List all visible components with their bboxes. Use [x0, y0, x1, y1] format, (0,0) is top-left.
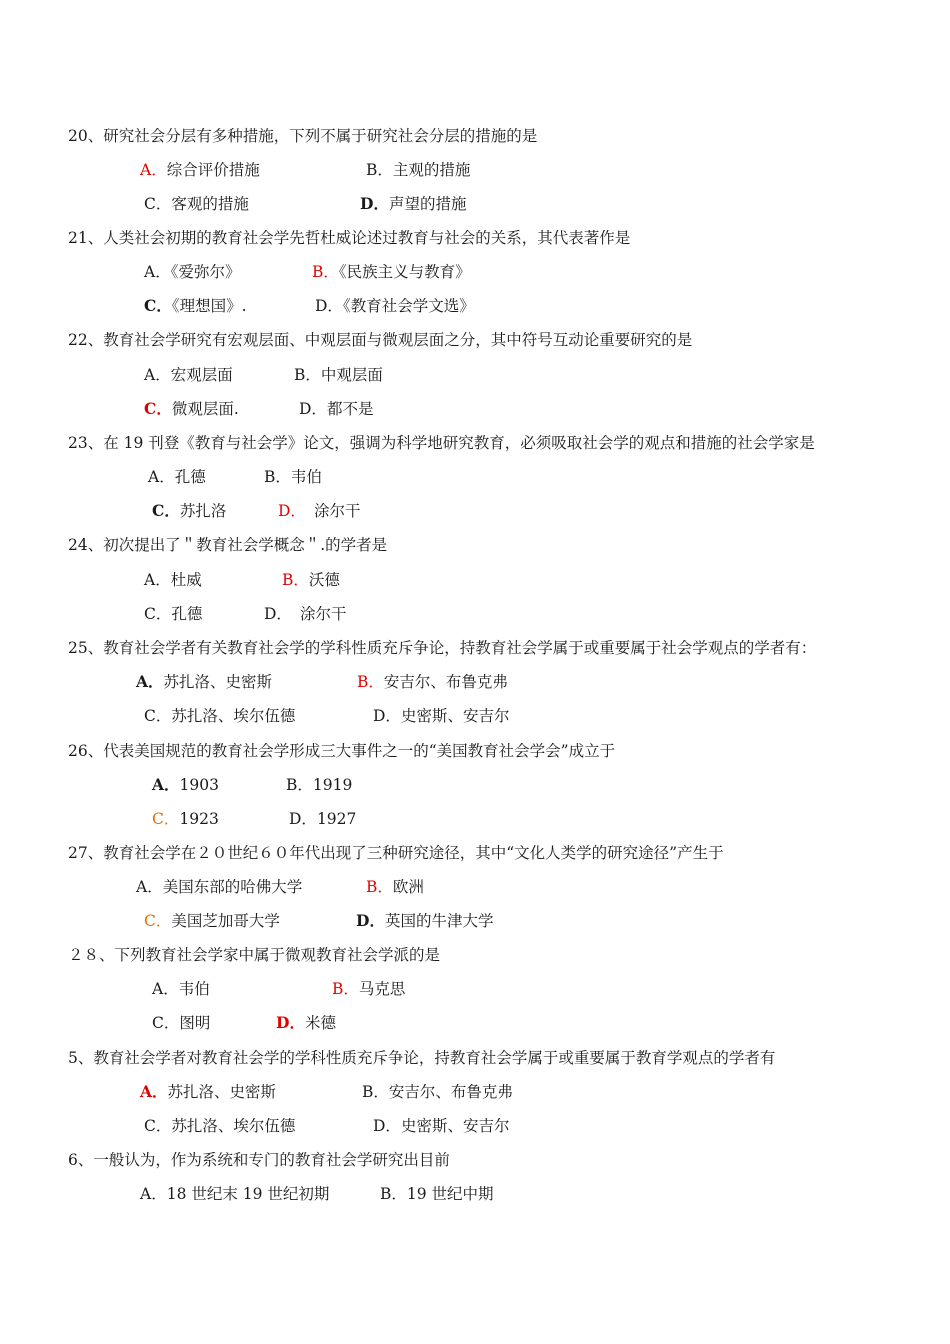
option-label: D．	[276, 1013, 305, 1032]
question-21-stem: 21、人类社会初期的教育社会学先哲杜威论述过教育与社会的关系，其代表著作是	[68, 229, 631, 247]
option-text: 欧洲	[392, 878, 424, 896]
option-label: A．	[144, 366, 171, 384]
q6-option-a	[140, 1184, 329, 1204]
q25-option-a	[136, 672, 272, 692]
option-text: 《爱弥尔》	[170, 263, 241, 281]
q24-option-c	[144, 604, 202, 624]
option-label: A．	[144, 571, 171, 589]
option-label: B．	[286, 776, 313, 794]
q5-option-d	[373, 1116, 509, 1136]
q22-option-a	[144, 365, 233, 385]
q26-option-d	[289, 809, 356, 829]
question-20-stem: 20、研究社会分层有多种措施，下列不属于研究社会分层的措施的是	[68, 127, 538, 145]
option-text: 苏扎洛、史密斯	[163, 673, 273, 691]
option-label: D．	[299, 400, 327, 418]
q28-option-a	[152, 979, 210, 999]
q5-option-c	[144, 1116, 295, 1136]
q27-option-d	[356, 911, 493, 931]
q23-option-a	[148, 467, 206, 487]
option-text: 中观层面	[320, 366, 383, 384]
option-label: C．	[144, 605, 172, 623]
q20-option-a	[140, 160, 260, 180]
option-label: C．	[144, 399, 172, 418]
option-text: 《教育社会学文选》	[342, 297, 475, 315]
option-text: 安吉尔、布鲁克弗	[388, 1083, 513, 1101]
question-26-stem: 26、代表美国规范的教育社会学形成三大事件之一的“美国教育社会学会”成立于	[68, 742, 616, 760]
option-text: 安吉尔、布鲁克弗	[383, 673, 508, 691]
option-text: 1923	[179, 810, 219, 828]
q25-option-c	[144, 706, 295, 726]
option-text: 美国芝加哥大学	[171, 912, 280, 930]
option-text: 19 世纪中期	[406, 1185, 494, 1203]
option-label: C．	[144, 1117, 172, 1135]
option-text: 苏扎洛、埃尔伍德	[171, 1117, 296, 1135]
option-label: B．	[294, 366, 321, 384]
q22-option-c	[144, 399, 239, 419]
q26-option-a	[152, 775, 219, 795]
option-text: 综合评价措施	[166, 161, 260, 179]
question-22-stem: 22、教育社会学研究有宏观层面、中观层面与微观层面之分，其中符号互动论重要研究的是	[68, 331, 693, 349]
option-text: 美国东部的哈佛大学	[162, 878, 303, 896]
option-label: C．	[144, 707, 172, 725]
option-label: D．	[373, 707, 401, 725]
q24-option-b	[282, 570, 340, 590]
q24-option-a	[144, 570, 202, 590]
option-text: 马克思	[358, 980, 406, 998]
q21-option-a	[144, 262, 240, 282]
option-label: A．	[136, 672, 164, 691]
option-text: 沃德	[308, 571, 340, 589]
option-text: 《民族主义与教育》	[338, 263, 471, 281]
question-23-stem: 23、在 19 刊登《教育与社会学》论文，强调为科学地研究教育，必须吸取社会学的观点和措施的社会学家是	[68, 434, 815, 452]
q21-option-b	[312, 262, 471, 282]
q26-option-b	[286, 775, 352, 795]
q25-option-b	[357, 672, 508, 692]
option-label: D．	[289, 810, 317, 828]
question-6-stem: 6、一般认为，作为系统和专门的教育社会学研究出目前	[68, 1151, 450, 1169]
option-label: C．	[152, 501, 180, 520]
option-label: B．	[282, 571, 309, 589]
option-text: 苏扎洛	[179, 502, 227, 520]
option-text: 1903	[179, 776, 219, 794]
option-label: D．	[315, 297, 343, 315]
q23-option-c	[152, 501, 226, 521]
option-label: B．	[332, 980, 359, 998]
q6-option-b	[380, 1184, 494, 1204]
q22-option-b	[294, 365, 383, 385]
option-text: 苏扎洛、埃尔伍德	[171, 707, 296, 725]
option-label: D．	[264, 605, 292, 623]
option-text: 都不是	[326, 400, 374, 418]
q28-option-d	[276, 1013, 336, 1033]
option-text: 涂尔干	[313, 502, 361, 520]
option-label: B．	[357, 673, 384, 691]
option-label: B．	[380, 1185, 407, 1203]
option-label: A．	[148, 468, 175, 486]
option-text: 微观层面.	[171, 400, 239, 418]
q5-option-a	[140, 1082, 276, 1102]
option-label: A．	[144, 263, 171, 281]
option-text: 涂尔干	[299, 605, 347, 623]
question-27-stem: 27、教育社会学在２０世纪６０年代出现了三种研究途径，其中“文化人类学的研究途径”产生于	[68, 844, 724, 862]
question-25-stem: 25、教育社会学者有关教育社会学的学科性质充斥争论，持教育社会学属于或重要属于社会学观点的学者有：	[68, 639, 817, 657]
q22-option-d	[299, 399, 373, 419]
option-label: C．	[144, 912, 172, 930]
option-label: B．	[312, 263, 339, 281]
option-text: 韦伯	[178, 980, 210, 998]
q27-option-b	[366, 877, 424, 897]
question-5-stem: 5、教育社会学者对教育社会学的学科性质充斥争论，持教育社会学属于或重要属于教育学观点的学者有	[68, 1049, 776, 1067]
option-text: 米德	[304, 1014, 336, 1032]
option-text: 英国的牛津大学	[384, 912, 494, 930]
option-label: A．	[140, 1185, 167, 1203]
q25-option-d	[373, 706, 509, 726]
option-text: 宏观层面	[170, 366, 233, 384]
option-text: 杜威	[170, 571, 202, 589]
question-24-stem: 24、初次提出了＂教育社会学概念＂.的学者是	[68, 536, 388, 554]
option-label: B．	[366, 161, 393, 179]
q20-option-d	[360, 194, 466, 214]
q20-option-b	[366, 160, 470, 180]
option-label: B．	[362, 1083, 389, 1101]
option-label: D．	[356, 911, 385, 930]
option-label: C．	[144, 195, 172, 213]
option-label: D．	[360, 194, 389, 213]
q23-option-b	[264, 467, 322, 487]
option-label: A．	[140, 161, 167, 179]
q21-option-d	[315, 296, 475, 316]
option-label: B．	[264, 468, 291, 486]
option-text: 声望的措施	[388, 195, 467, 213]
q20-option-c	[144, 194, 249, 214]
option-text: 孔德	[174, 468, 206, 486]
option-label: A．	[140, 1082, 168, 1101]
option-label: D．	[373, 1117, 401, 1135]
option-text: 孔德	[171, 605, 203, 623]
question-28-stem: ２８、下列教育社会学家中属于微观教育社会学派的是	[68, 946, 441, 964]
option-label: A．	[136, 878, 163, 896]
option-text: 韦伯	[290, 468, 322, 486]
q28-option-c	[152, 1013, 210, 1033]
option-label: C．	[152, 1014, 180, 1032]
q5-option-b	[362, 1082, 513, 1102]
q26-option-c	[152, 809, 219, 829]
option-text: 主观的措施	[392, 161, 471, 179]
option-text: 《理想国》.	[171, 297, 247, 315]
option-label: C．	[144, 296, 172, 315]
q27-option-a	[136, 877, 302, 897]
option-label: C．	[152, 810, 180, 828]
option-text: 苏扎洛、史密斯	[167, 1083, 277, 1101]
option-label: D．	[278, 502, 306, 520]
option-text: 18 世纪末 19 世纪初期	[166, 1185, 330, 1203]
option-text: 史密斯、安吉尔	[400, 1117, 510, 1135]
q23-option-d	[278, 501, 360, 521]
option-text: 1919	[312, 776, 353, 794]
q28-option-b	[332, 979, 405, 999]
option-label: A．	[152, 980, 179, 998]
q27-option-c	[144, 911, 280, 931]
option-label: A．	[152, 775, 180, 794]
q21-option-c	[144, 296, 247, 316]
q24-option-d	[264, 604, 346, 624]
option-text: 客观的措施	[171, 195, 249, 213]
option-text: 1927	[316, 810, 357, 828]
option-text: 图明	[179, 1014, 211, 1032]
option-label: B．	[366, 878, 393, 896]
option-text: 史密斯、安吉尔	[400, 707, 510, 725]
